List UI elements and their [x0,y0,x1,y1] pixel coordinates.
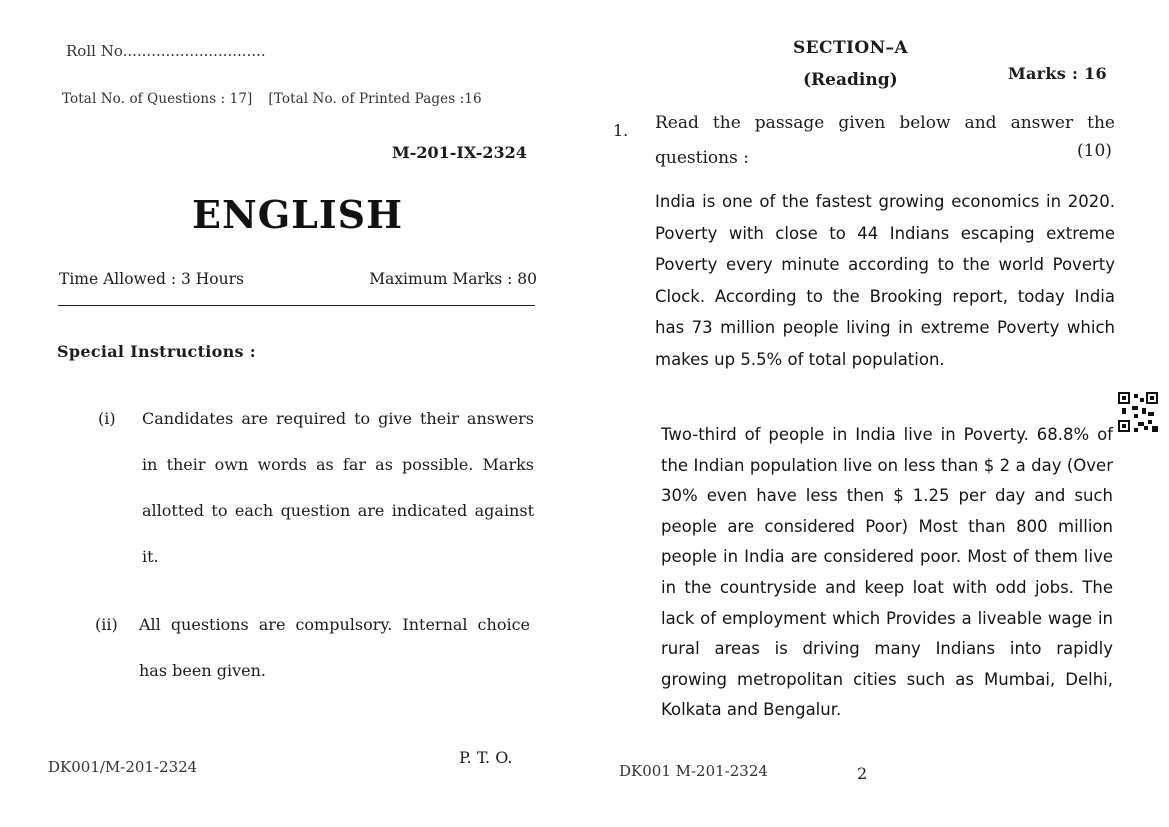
question-text-continued: questions : [655,148,749,168]
qr-code-icon [1118,392,1158,432]
instruction-text: All questions are compulsory. Internal choice has been given. [139,615,530,680]
please-turn-over: P. T. O. [459,748,513,767]
right-page [585,0,1169,827]
total-printed-pages: [Total No. of Printed Pages :16 [268,91,482,107]
paper-code: M-201-IX-2324 [392,143,527,162]
exam-totals-line [62,91,482,107]
page-number: 2 [857,764,868,783]
passage-paragraph: Two-third of people in India live in Poverty. 68.8% of the Indian population live on less than $ 2 a day (Over 30% even have less then $ 1.25 per day and such people are considered Poor) Most than 800 million people in India are considered poor. Most of them live in the countryside and keep loat with odd jobs. The lack of employment which Provides a liveable wage in rural areas is driving many Indians into rapidly growing metropolitan cities such as Mumbai, Delhi, Kolkata and Bengalur. [661,425,1113,720]
instruction-item [98,396,534,580]
subject-title: ENGLISH [192,192,403,237]
instruction-text: Candidates are required to give their answers in their own words as far as possible. Marks allotted to each question are indicated against it. [142,409,534,566]
instruction-number: (ii) [95,615,118,634]
footer-code: DK001/M-201-2324 [48,758,198,776]
horizontal-divider [58,305,535,306]
roll-number-field: Roll No.............................. [66,42,266,60]
passage-paragraph: India is one of the fastest growing economics in 2020. Poverty with close to 44 Indians escaping extreme Poverty every minute according to the world Poverty Clock. According to the Brooking report, today India has 73 million people living in extreme Poverty which makes up 5.5% of total population. [655,192,1115,369]
section-subtitle: (Reading) [803,70,898,90]
question-text: Read the passage given below and answer the [655,113,1115,133]
question-number: 1. [613,121,629,140]
question-marks: (10) [1077,141,1112,161]
section-marks: Marks : 16 [1008,64,1107,83]
total-questions: Total No. of Questions : 17] [62,91,253,107]
time-allowed: Time Allowed : 3 Hours [59,270,244,288]
footer-code: DK001 M-201-2324 [619,762,768,780]
instruction-number: (i) [98,409,116,428]
maximum-marks: Maximum Marks : 80 [369,270,537,288]
section-title: SECTION–A [793,38,909,58]
instruction-item [95,602,530,694]
special-instructions-heading: Special Instructions : [57,342,256,361]
